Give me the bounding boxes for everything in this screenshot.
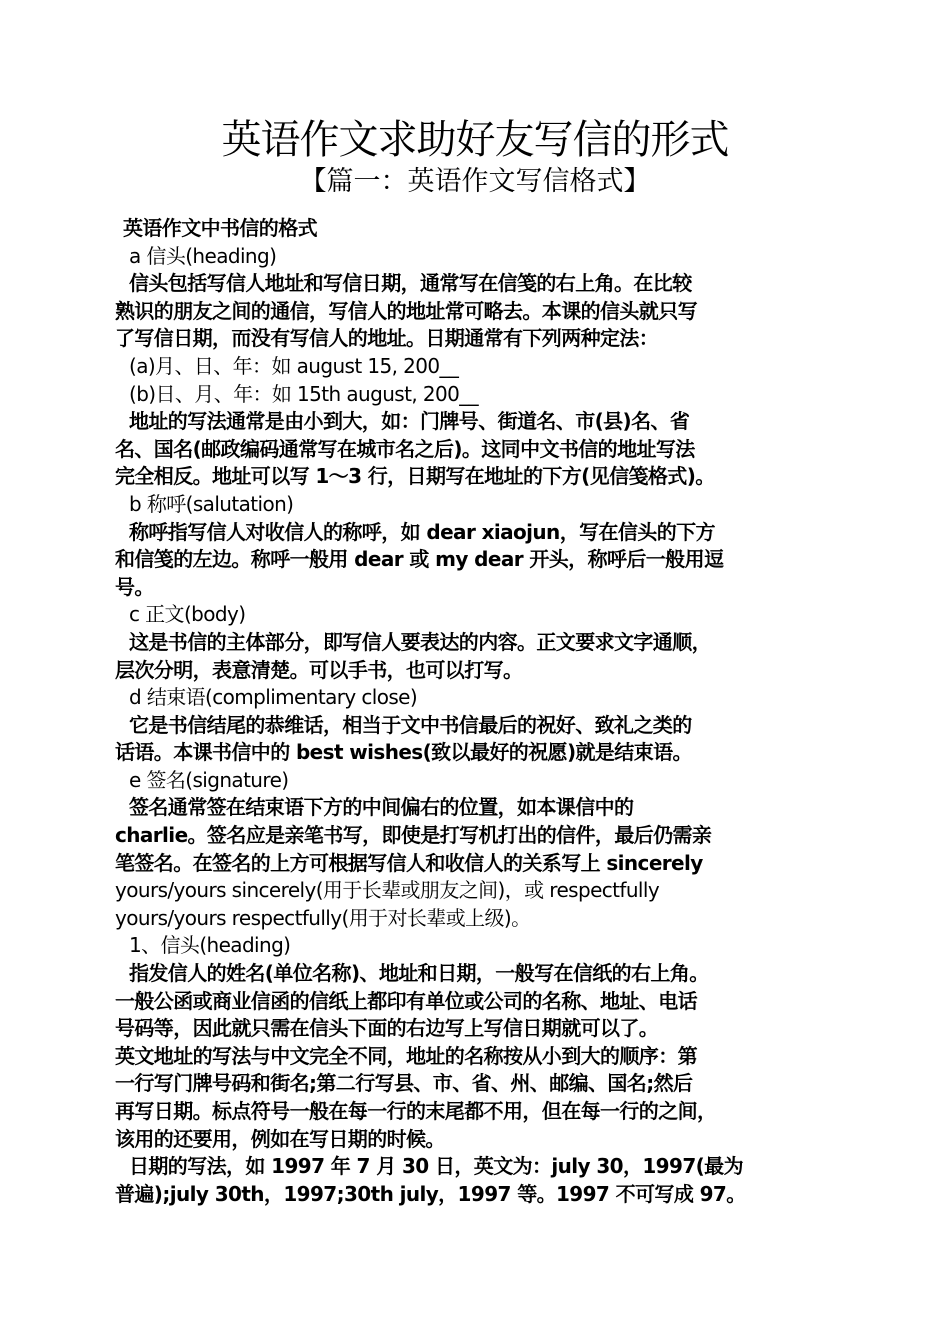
text-line: 指发信人的姓名(单位名称)、地址和日期，一般写在信纸的右上角。: [129, 961, 709, 986]
text-line: 信头包括写信人地址和写信日期，通常写在信笺的右上角。在比较: [129, 271, 692, 296]
text-line: 该用的还要用，例如在写日期的时候。: [115, 1126, 445, 1151]
text-line: 话语。本课书信中的 best wishes(致以最好的祝愿)就是结束语。: [115, 740, 692, 765]
text-line: charlie。签名应是亲笔书写，即使是打写机打出的信件，最后仍需亲: [115, 823, 712, 848]
text-line: 再写日期。标点符号一般在每一行的末尾都不用，但在每一行的之间，: [115, 1099, 717, 1123]
text-line: 地址的写法通常是由小到大，如：门牌号、街道名、市(县)名、省: [129, 409, 690, 434]
text-line: 这是书信的主体部分，即写信人要表达的内容。正文要求文字通顺，: [129, 629, 711, 654]
text-line: 称呼指写信人对收信人的称呼，如 dear xiaojun，写在信头的下方: [129, 519, 715, 544]
text-line: 号。: [115, 574, 154, 599]
text-line: 英语作文中书信的格式: [123, 216, 317, 240]
text-line: e 签名(signature): [129, 767, 289, 792]
text-line: 日期的写法，如 1997 年 7 月 30 日，英文为：july 30，1997(最为: [129, 1154, 743, 1179]
text-line: 英文地址的写法与中文完全不同，地址的名称按从小到大的顺序：第: [115, 1043, 697, 1068]
document-title: 英语作文求助好友写信的形式: [221, 117, 729, 163]
text-line: b 称呼(salutation): [129, 491, 294, 516]
text-line: 和信笺的左边。称呼一般用 dear 或 my dear 开头，称呼后一般用逗: [115, 547, 724, 572]
text-line: c 正文(body): [129, 602, 246, 627]
text-line: 一般公函或商业信函的信纸上都印有单位或公司的名称、地址、电话: [115, 988, 697, 1013]
text-line: (a)月、日、年：如 august 15, 200__: [129, 353, 459, 378]
text-line: 签名通常签在结束语下方的中间偏右的位置，如本课信中的: [129, 795, 634, 820]
text-line: 普遍);july 30th，1997;30th july，1997 等。1997 不可写成 97。: [115, 1181, 746, 1206]
text-line: 熟识的朋友之间的通信，写信人的地址常可略去。本课的信头就只写: [115, 298, 697, 323]
text-line: 了写信日期，而没有写信人的地址。日期通常有下列两种定法：: [115, 326, 659, 351]
text-line: (b)日、月、年：如 15th august, 200__: [129, 381, 479, 406]
text-line: yours/yours respectfully(用于对长辈或上级)。: [115, 905, 531, 930]
text-line: 1、信头(heading): [129, 933, 291, 958]
text-line: a 信头(heading): [129, 243, 277, 268]
document-subtitle: 【篇一：英语作文写信格式】: [299, 166, 651, 197]
text-line: 它是书信结尾的恭维话，相当于文中书信最后的祝好、致礼之类的: [129, 712, 692, 737]
text-line: d 结束语(complimentary close): [129, 685, 418, 710]
text-line: 号码等，因此就只需在信头下面的右边写上写信日期就可以了。: [115, 1016, 659, 1041]
text-line: 名、国名(邮政编码通常写在城市名之后)。这同中文书信的地址写法: [115, 436, 695, 461]
text-line: 完全相反。地址可以写 1～3 行，日期写在地址的下方(见信笺格式)。: [115, 464, 715, 489]
text-line: 一行写门牌号码和街名;第二行写县、市、省、州、邮编、国名;然后: [115, 1071, 693, 1096]
document-body: [115, 215, 840, 1208]
text-line: 笔签名。在签名的上方可根据写信人和收信人的关系写上 sincerely: [115, 850, 703, 875]
text-line: 层次分明，表意清楚。可以手书，也可以打写。: [115, 657, 523, 682]
text-line: yours/yours sincerely(用于长辈或朋友之间)，或 respectfully: [115, 878, 660, 903]
